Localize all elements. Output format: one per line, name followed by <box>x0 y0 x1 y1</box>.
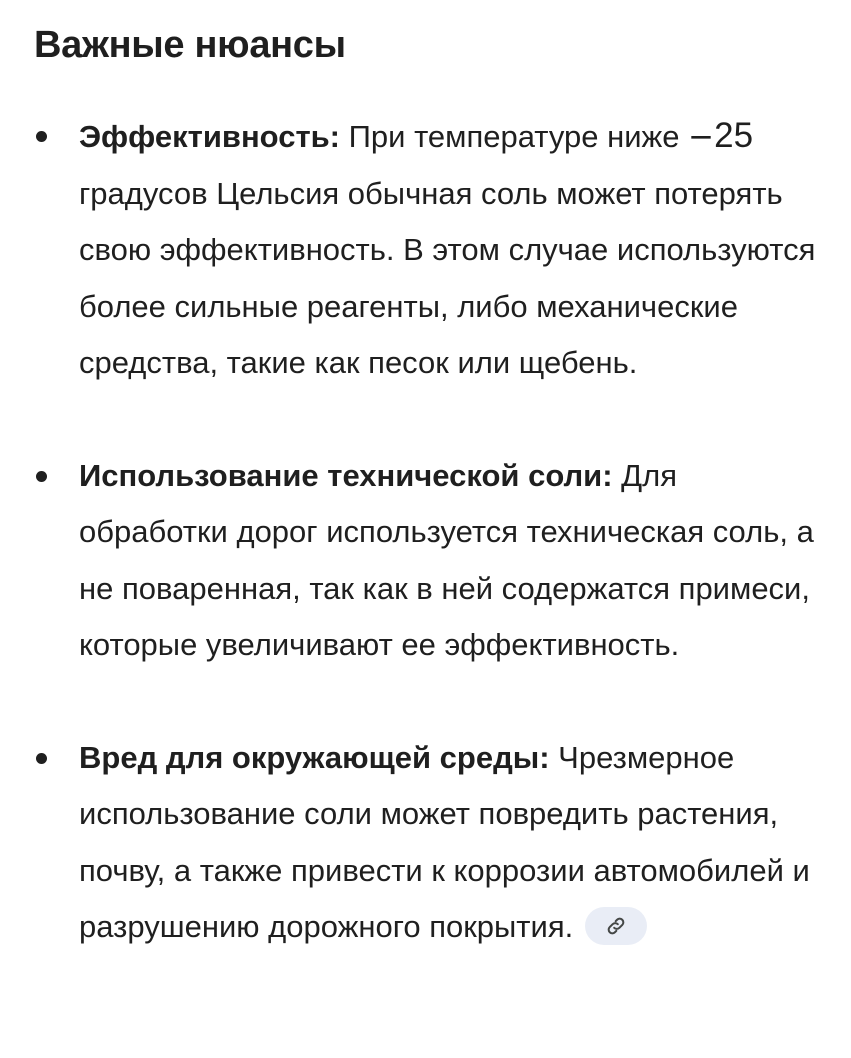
list-item-term: Эффективность: <box>79 119 341 154</box>
math-number: 25 <box>714 116 754 155</box>
list-item-text: Чрезмерное использование соли может повредить растения, почву, а также привести к коррозии автомобилей и разрушению дорожного покрытия. <box>79 739 810 944</box>
bullet-dot <box>36 753 47 764</box>
list-item-text: Для обработки дорог используется техническая соль, а не поваренная, так как в ней содержатся примеси, которые увеличивают ее эффективность. <box>79 457 814 662</box>
list-item-term: Использование технической соли: <box>79 457 613 493</box>
list-item <box>34 108 819 392</box>
section-heading: Важные нюансы <box>34 24 346 66</box>
source-link-chip[interactable] <box>585 907 647 945</box>
math-minus-sign: − <box>688 119 715 155</box>
list-item <box>34 730 819 956</box>
link-icon <box>605 915 627 937</box>
list-item-text-continued: градусов Цельсия обычная соль может потерять свою эффективность. В этом случае используются более сильные реагенты, либо механические средства, такие как песок или щебень. <box>79 175 816 380</box>
bullet-dot <box>36 131 47 142</box>
bullet-dot <box>36 471 47 482</box>
list-item-text: При температуре ниже <box>340 119 689 154</box>
bullet-list <box>34 108 851 956</box>
list-item <box>34 448 819 674</box>
list-item-term: Вред для окружающей среды: <box>79 739 550 775</box>
